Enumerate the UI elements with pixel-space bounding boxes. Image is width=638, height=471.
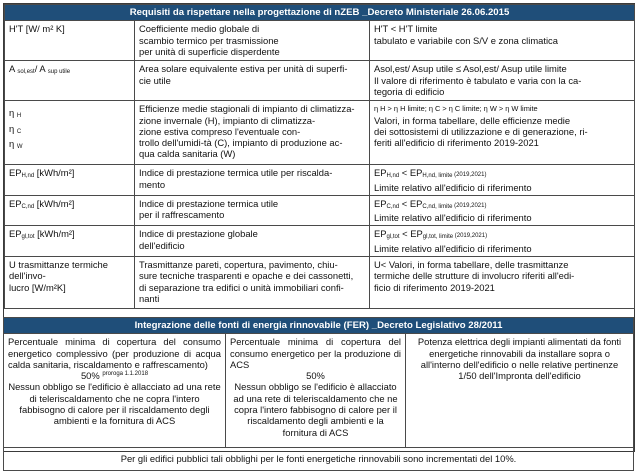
fer-header-bar: Integrazione delle fonti di energia rinnovabile (FER) _Decreto Legislativo 28/2011 [4,318,634,334]
req-ep-gltot: $EP_{gl,tot} < EP_{gl,tot, limite}$ (2019,2021) Limite relativo all'edificio di riferimento [370,226,635,257]
param-ht: H'T [W/ m² K] [5,21,135,61]
req-eta: η H > η H limite; η C > η C limite; η W > η W limite Valori, in forma tabellare, delle efficienze medie dei sottosistemi di utilizzazione e di generazione, ri- feriti all'edificio di riferimento 2019-2021 [370,101,635,165]
req-ht: H'T < H'T limite tabulato e variabile con S/V e zona climatica [370,21,635,61]
param-u: U trasmittanze termiche dell'invo- lucro [W/m²K] [5,257,135,309]
req-u: U< Valori, in forma tabellare, delle trasmittanze termiche delle strutture di involucro riferiti all'edi- ficio di riferimento 2019-2021 [370,257,635,309]
param-ep-hnd: $EP_{H,nd}$ [kWh/m²] [5,165,135,196]
desc-asol: Area solare equivalente estiva per unità di superfi- cie utile [135,61,370,101]
fer-section [3,317,633,471]
fer-body-table [3,317,634,471]
desc-eta: Efficienze medie stagionali di impianto di climatizza- zione invernale (H), impianto di climatizza- zione estiva compreso l'eventuale con- trollo dell'umidi-tà (C), impianto di produzione ac- qua calda sanitaria (W) [135,101,370,165]
desc-ep-gltot: Indice di prestazione globale dell'edificio [135,226,370,257]
desc-ep-cnd: Indice di prestazione termica utile per il raffrescamento [135,195,370,226]
public-buildings-note: Per gli edifici pubblici tali obblighi per le fonti energetiche rinnovabili sono incrementati del 10%. [4,448,634,470]
fer-acs-coverage: Percentuale minima di copertura del consumo energetico per la produzione di ACS 50% Nessun obbligo se l'edificio è allacciato ad una rete di teleriscaldamento che ne copra l'intero fabbisogno di calore per il riscaldamento degli ambienti e la fornitura di ACS [226,334,406,448]
param-ep-cnd: $EP_{C,nd}$ [kWh/m²] [5,195,135,226]
param-eta: η $_H$ η $_C$ η $_W$ [5,101,135,165]
param-ep-gltot: $EP_{gl,tot}$ [kWh/m²] [5,226,135,257]
req-ep-hnd: $EP_{H,nd} < EP_{H,nd, limite}$ (2019,2021) Limite relativo all'edificio di riferimento [370,165,635,196]
param-asol: A $_{sol,est}$/ A $_{sup utile}$ [5,61,135,101]
nzeb-header: Requisiti da rispettare nella progettazione di nZEB _Decreto Ministeriale 26.06.2015 [5,5,635,21]
req-ep-cnd: $EP_{C,nd} < EP_{C,nd, limite}$ (2019,2021) Limite relativo all'edificio di riferimento [370,195,635,226]
req-asol: Asol,est/ Asup utile ≤ Asol,est/ Asup utile limite Il valore di riferimento è tabulato e varia con la ca- tegoria di edificio [370,61,635,101]
fer-total-coverage: Percentuale minima di copertura del consumo energetico complessivo (per produzione di acqua calda sanitaria, riscaldamento e raffrescamento) 50% $^{proroga 1.1.2018}$ Nessun obbligo se l'edificio è allacciato ad una rete di teleriscaldamento che ne copra l'intero fabbisogno di calore per il riscaldamento degli ambienti e la fornitura di ACS [4,334,226,448]
nzeb-requirements-table [4,4,635,309]
desc-u: Trasmittanze pareti, copertura, pavimento, chiu- sure tecniche trasparenti e opache e dei cassonetti, di separazione tra edifici o unità immobiliari confi- nanti [135,257,370,309]
desc-ht: Coefficiente medio globale di scambio termico per trasmissione per unità di superficie disperdente [135,21,370,61]
fer-electric-power: Potenza elettrica degli impianti alimentati da fonti energetiche rinnovabili da installare sopra o all'interno dell'edificio o nelle relative pertinenze 1/50 dell'Impronta dell'edificio [406,334,634,448]
desc-ep-hnd: Indice di prestazione termica utile per riscalda- mento [135,165,370,196]
